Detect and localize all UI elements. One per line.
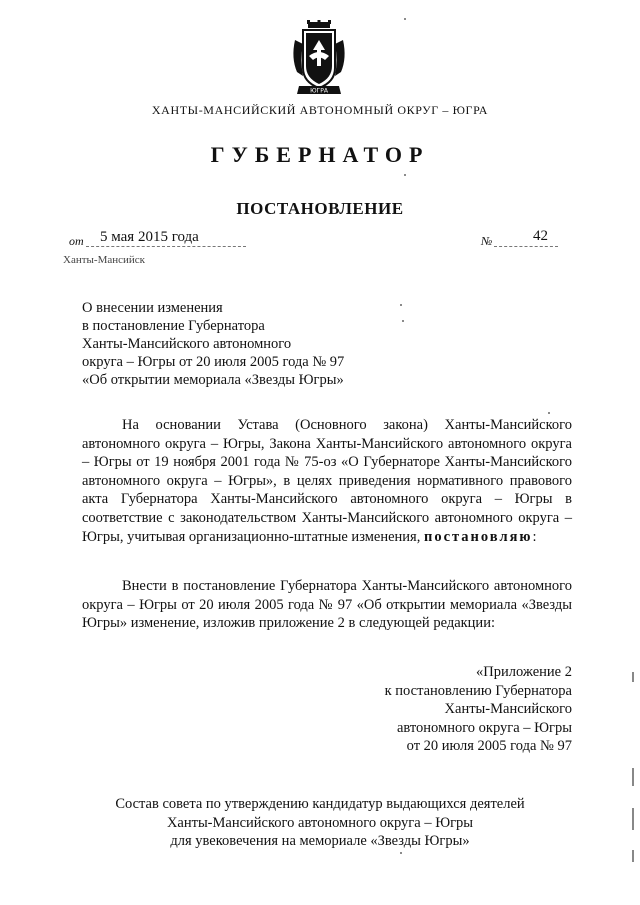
scan-speck <box>404 18 406 20</box>
scan-edge-mark <box>632 768 634 786</box>
emblem-ribbon-text: ЮГРА <box>310 87 328 95</box>
scan-edge-mark <box>632 672 634 682</box>
operative-paragraph <box>82 577 572 633</box>
appendix-line: Ханты-Мансийского <box>444 701 572 717</box>
date-prefix-label: от <box>69 234 84 248</box>
subject-line: в постановление Губернатора <box>82 318 265 334</box>
appendix-header <box>385 663 572 756</box>
subject-line: округа – Югры от 20 июля 2005 года № 97 <box>82 354 345 370</box>
date-underline <box>86 246 246 247</box>
appendix-line: «Приложение 2 <box>476 664 572 680</box>
document-subject <box>82 299 344 389</box>
preamble-paragraph <box>82 416 572 546</box>
subject-line: О внесении изменения <box>82 300 223 316</box>
number-label: № <box>481 234 493 248</box>
composition-line: Состав совета по утверждению кандидатур выдающихся деятелей <box>115 796 525 812</box>
appendix-line: к постановлению Губернатора <box>384 682 572 699</box>
preamble-end: : <box>532 528 537 545</box>
composition-title <box>0 795 640 851</box>
okrug-title: ХАНТЫ-МАНСИЙСКИЙ АВТОНОМНЫЙ ОКРУГ – ЮГРА <box>151 103 489 117</box>
appendix-line: от 20 июля 2005 года № 97 <box>406 738 572 754</box>
subject-line: Ханты-Мансийского автономного <box>82 336 292 352</box>
preamble-text: На основании Устава (Основного закона) Ханты-Мансийского автономного округа – Югры, Закона Ханты-Мансийского автономного округа – Югры от 19 ноября 2001 года № 75-оз «О Губернаторе Ханты-Мансийского автономного округа – Югры», в целях приведения нормативного правового акта Губернатора Ханты-Мансийского автономного округа – Югры в соответствие с законодательством Ханты-Мансийского автономного округа – Югры, учитывая организационно-штатные изменения, <box>82 417 572 545</box>
subject-line: «Об открытии мемориала «Звезды Югры» <box>82 372 344 388</box>
governor-heading: ГУБЕРНАТОР <box>210 142 430 167</box>
scan-speck <box>548 412 550 414</box>
scan-speck <box>404 174 406 176</box>
composition-line: для увековечения на мемориале «Звезды Югры» <box>170 833 470 849</box>
scan-speck <box>400 852 402 854</box>
scan-speck <box>402 320 404 322</box>
issue-city: Ханты-Мансийск <box>63 254 146 266</box>
document-date: 5 мая 2015 года <box>100 229 199 245</box>
document-type-heading: ПОСТАНОВЛЕНИЕ <box>236 199 404 218</box>
appendix-line: автономного округа – Югры <box>396 719 572 736</box>
scan-edge-mark <box>632 808 634 830</box>
decree-keyword: постановляю <box>423 528 533 545</box>
coat-of-arms-emblem <box>291 20 347 98</box>
operative-text: Внести в постановление Губернатора Ханты-Мансийского автономного округа – Югры от 20 июля 2005 года № 97 «Об открытии мемориала «Звезды Югры» изменение, изложив приложение 2 в следующей редакции: <box>82 578 572 632</box>
composition-line: Ханты-Мансийского автономного округа – Югры <box>166 814 474 831</box>
number-underline <box>494 246 558 247</box>
scan-edge-mark <box>632 850 634 862</box>
scan-speck <box>400 304 402 306</box>
document-number: 42 <box>533 228 548 244</box>
